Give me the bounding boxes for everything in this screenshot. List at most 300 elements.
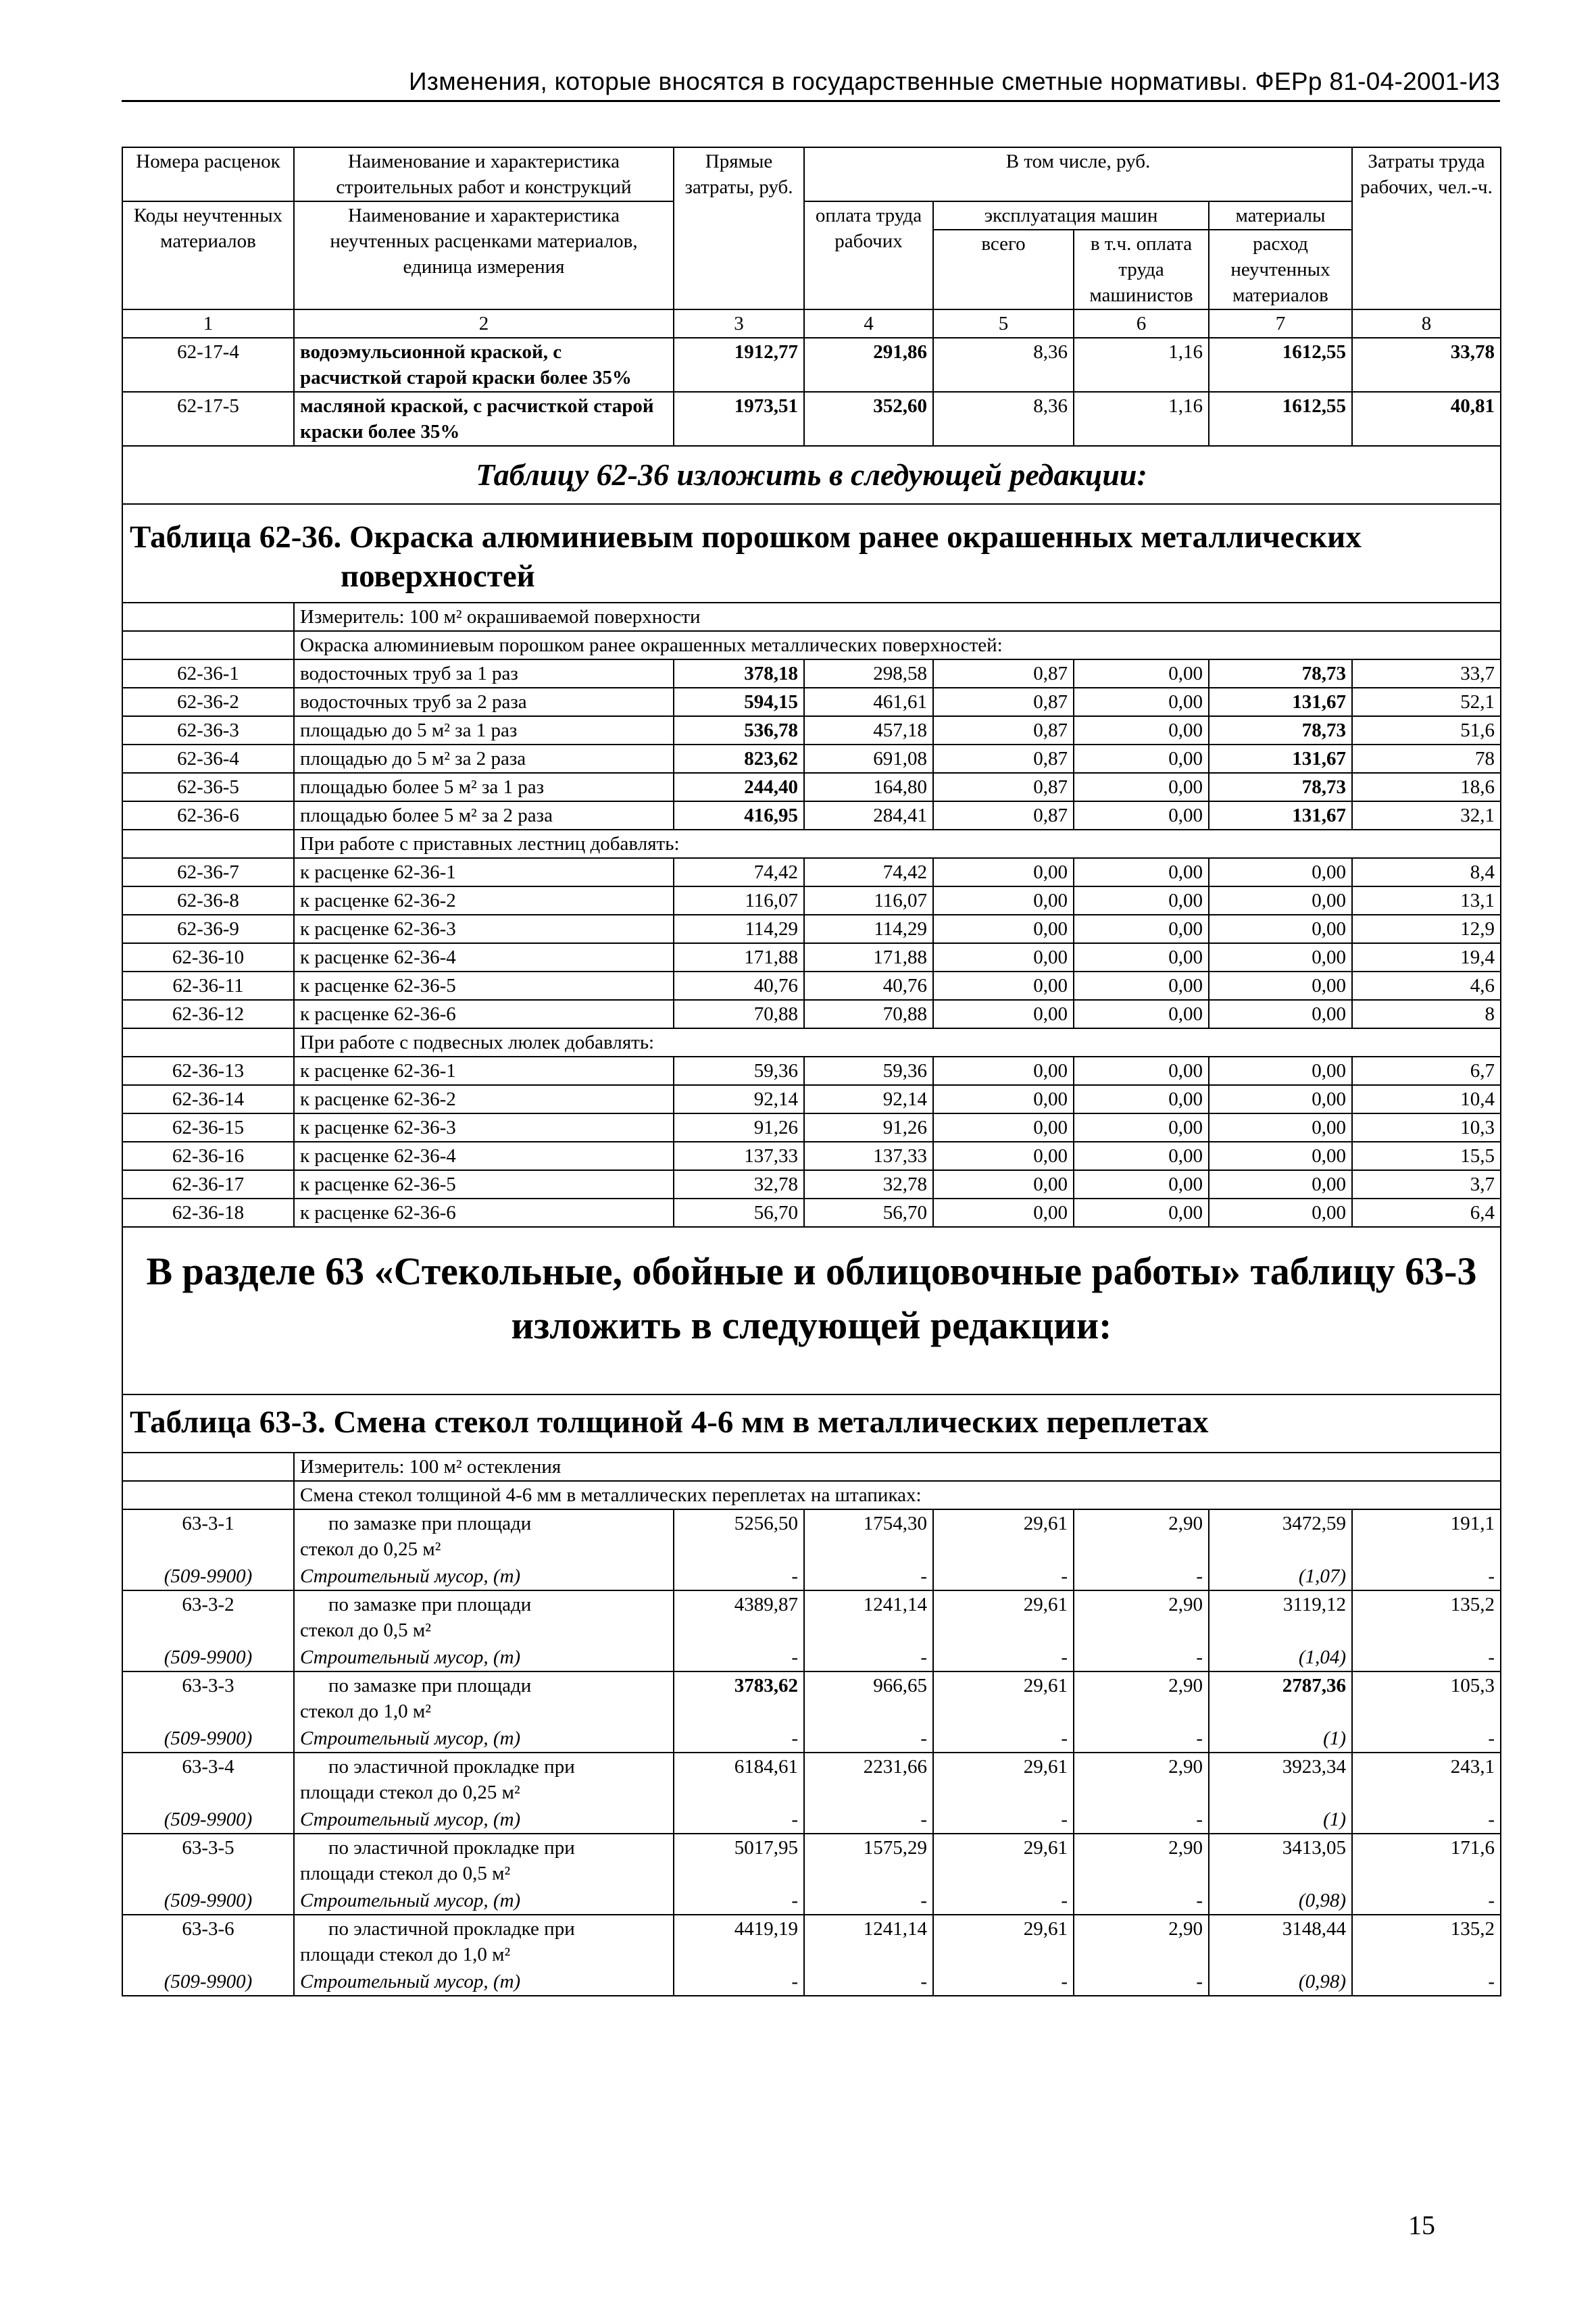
table-row bbox=[122, 1057, 1501, 1085]
wage-cost: 32,78 bbox=[804, 1170, 933, 1199]
column-numbers-row bbox=[122, 309, 1501, 338]
dash-cell: - bbox=[933, 1806, 1074, 1834]
meter-62-36-text: Измеритель: 100 м² окрашиваемой поверхности bbox=[294, 603, 1501, 631]
section-63 bbox=[122, 1227, 1501, 1394]
direct-cost: 3783,62 bbox=[674, 1671, 804, 1725]
operator-wage: 0,00 bbox=[1074, 801, 1209, 830]
table-row bbox=[122, 338, 1501, 392]
dash-cell: - bbox=[933, 1644, 1074, 1671]
rate-name: к расценке 62-36-2 bbox=[294, 886, 674, 915]
waste-name: Строительный мусор, (т) bbox=[294, 1806, 674, 1834]
labor-cost: 135,2 bbox=[1352, 1915, 1501, 1968]
direct-cost: 137,33 bbox=[674, 1142, 804, 1170]
wage-cost: 164,80 bbox=[804, 773, 933, 801]
wage-cost: 91,26 bbox=[804, 1113, 933, 1142]
waste-name: Строительный мусор, (т) bbox=[294, 1968, 674, 1996]
table-head-row-2 bbox=[122, 201, 1501, 230]
rate-name-line-1: по эластичной прокладке при bbox=[328, 1918, 575, 1940]
table-row bbox=[122, 1000, 1501, 1028]
machine-cost: 0,00 bbox=[933, 1000, 1074, 1028]
head-incl-wage: в т.ч. оплата труда машинистов bbox=[1074, 230, 1209, 309]
machine-cost: 0,00 bbox=[933, 1142, 1074, 1170]
table-cell bbox=[122, 1453, 294, 1481]
rate-name: площадью более 5 м² за 1 раз bbox=[294, 773, 674, 801]
material-cost: 2787,36 bbox=[1209, 1671, 1352, 1725]
direct-cost: 1912,77 bbox=[674, 338, 804, 392]
operator-wage: 2,90 bbox=[1074, 1671, 1209, 1725]
direct-cost: 416,95 bbox=[674, 801, 804, 830]
rate-name: к расценке 62-36-5 bbox=[294, 972, 674, 1000]
direct-cost: 244,40 bbox=[674, 773, 804, 801]
col-num: 5 bbox=[933, 309, 1074, 338]
waste-name: Строительный мусор, (т) bbox=[294, 1725, 674, 1753]
table-62-36-title bbox=[122, 504, 1501, 603]
wage-cost: 1241,14 bbox=[804, 1915, 933, 1968]
waste-code: (509-9900) bbox=[122, 1887, 294, 1915]
rate-code: 62-36-18 bbox=[122, 1199, 294, 1227]
section-line-2: изложить в следующей редакции: bbox=[511, 1303, 1112, 1347]
wage-cost: 116,07 bbox=[804, 886, 933, 915]
rate-name-line-2: площади стекол до 0,5 м² bbox=[300, 1863, 511, 1884]
labor-cost: 18,6 bbox=[1352, 773, 1501, 801]
table-cell bbox=[122, 631, 294, 659]
section-line-1: В разделе 63 «Стекольные, обойные и облицовочные работы» таблицу 63-3 bbox=[146, 1249, 1477, 1293]
machine-cost: 0,87 bbox=[933, 801, 1074, 830]
section-63-heading bbox=[128, 1228, 1495, 1393]
labor-cost: 52,1 bbox=[1352, 688, 1501, 716]
labor-cost: 105,3 bbox=[1352, 1671, 1501, 1725]
rate-code: 62-36-14 bbox=[122, 1085, 294, 1113]
wage-cost: 137,33 bbox=[804, 1142, 933, 1170]
machine-cost: 0,00 bbox=[933, 1057, 1074, 1085]
material-cost: 131,67 bbox=[1209, 801, 1352, 830]
waste-code: (509-9900) bbox=[122, 1725, 294, 1753]
table-row bbox=[122, 1753, 1501, 1806]
rate-name: к расценке 62-36-4 bbox=[294, 1142, 674, 1170]
head-labor: Затраты труда рабочих, чел.-ч. bbox=[1352, 147, 1501, 309]
direct-cost: 74,42 bbox=[674, 858, 804, 886]
rate-name: к расценке 62-36-6 bbox=[294, 1000, 674, 1028]
table-row bbox=[122, 1113, 1501, 1142]
wage-cost: 1575,29 bbox=[804, 1834, 933, 1887]
rate-name bbox=[294, 1834, 674, 1887]
col-num: 6 bbox=[1074, 309, 1209, 338]
rate-code: 62-36-11 bbox=[122, 972, 294, 1000]
table-cell bbox=[122, 446, 1501, 504]
operator-wage: 0,00 bbox=[1074, 659, 1209, 688]
dash-cell: - bbox=[933, 1887, 1074, 1915]
rate-code: 62-17-5 bbox=[122, 392, 294, 446]
rate-name: площадью до 5 м² за 2 раза bbox=[294, 745, 674, 773]
material-cost: 3472,59 bbox=[1209, 1509, 1352, 1563]
rate-name bbox=[294, 1590, 674, 1644]
material-cost: 0,00 bbox=[1209, 1199, 1352, 1227]
operator-wage: 0,00 bbox=[1074, 1199, 1209, 1227]
dash-cell: - bbox=[674, 1806, 804, 1834]
table-63-3-title bbox=[122, 1394, 1501, 1453]
group-62-36-3-text: При работе с подвесных люлек добавлять: bbox=[294, 1028, 1501, 1057]
head-mat-cons: расход неучтенных материалов bbox=[1209, 230, 1352, 309]
labor-cost: 78 bbox=[1352, 745, 1501, 773]
direct-cost: 1973,51 bbox=[674, 392, 804, 446]
labor-cost: 6,7 bbox=[1352, 1057, 1501, 1085]
machine-cost: 0,00 bbox=[933, 1170, 1074, 1199]
head-materials: материалы bbox=[1209, 201, 1352, 230]
head-total: всего bbox=[933, 230, 1074, 309]
dash-cell: - bbox=[1074, 1806, 1209, 1834]
operator-wage: 0,00 bbox=[1074, 1085, 1209, 1113]
table-row bbox=[122, 943, 1501, 972]
table-row bbox=[122, 972, 1501, 1000]
table-body bbox=[122, 147, 1501, 1996]
page-number: 15 bbox=[1408, 2210, 1435, 2240]
operator-wage: 2,90 bbox=[1074, 1753, 1209, 1806]
labor-cost: 32,1 bbox=[1352, 801, 1501, 830]
operator-wage: 2,90 bbox=[1074, 1509, 1209, 1563]
labor-cost: 19,4 bbox=[1352, 943, 1501, 972]
table-63-3-title-text: Таблица 63-3. Смена стекол толщиной 4-6 мм в металлических переплетах bbox=[130, 1405, 1209, 1440]
table-row bbox=[122, 1170, 1501, 1199]
dash-cell: - bbox=[674, 1563, 804, 1590]
waste-row bbox=[122, 1806, 1501, 1834]
rate-code: 62-36-15 bbox=[122, 1113, 294, 1142]
labor-cost: 10,3 bbox=[1352, 1113, 1501, 1142]
machine-cost: 29,61 bbox=[933, 1753, 1074, 1806]
dash-cell: - bbox=[1074, 1887, 1209, 1915]
machine-cost: 0,87 bbox=[933, 659, 1074, 688]
wage-cost: 92,14 bbox=[804, 1085, 933, 1113]
head-codes-bottom: Коды неучтенных материалов bbox=[122, 201, 294, 309]
operator-wage: 0,00 bbox=[1074, 716, 1209, 745]
rate-code: 63-3-6 bbox=[122, 1915, 294, 1968]
table-row bbox=[122, 773, 1501, 801]
material-cost: 1612,55 bbox=[1209, 392, 1352, 446]
table-row bbox=[122, 392, 1501, 446]
document-page bbox=[122, 68, 1500, 1996]
machine-cost: 0,00 bbox=[933, 972, 1074, 1000]
direct-cost: 4389,87 bbox=[674, 1590, 804, 1644]
rate-name: к расценке 62-36-2 bbox=[294, 1085, 674, 1113]
rate-name bbox=[294, 1915, 674, 1968]
head-direct: Прямые затраты, руб. bbox=[674, 147, 804, 309]
rate-name: к расценке 62-36-1 bbox=[294, 1057, 674, 1085]
dash-cell: - bbox=[1074, 1725, 1209, 1753]
operator-wage: 0,00 bbox=[1074, 858, 1209, 886]
waste-amount: (0,98) bbox=[1209, 1887, 1352, 1915]
rate-name: площадью более 5 м² за 2 раза bbox=[294, 801, 674, 830]
table-cell bbox=[122, 1028, 294, 1057]
waste-name: Строительный мусор, (т) bbox=[294, 1887, 674, 1915]
rate-code: 62-36-16 bbox=[122, 1142, 294, 1170]
machine-cost: 0,00 bbox=[933, 858, 1074, 886]
material-cost: 131,67 bbox=[1209, 688, 1352, 716]
material-cost: 131,67 bbox=[1209, 745, 1352, 773]
machine-cost: 0,87 bbox=[933, 773, 1074, 801]
material-cost: 3148,44 bbox=[1209, 1915, 1352, 1968]
head-wage: оплата труда рабочих bbox=[804, 201, 933, 309]
wage-cost: 352,60 bbox=[804, 392, 933, 446]
labor-cost: 243,1 bbox=[1352, 1753, 1501, 1806]
labor-cost: 10,4 bbox=[1352, 1085, 1501, 1113]
dash-cell: - bbox=[804, 1806, 933, 1834]
wage-cost: 70,88 bbox=[804, 1000, 933, 1028]
direct-cost: 4419,19 bbox=[674, 1915, 804, 1968]
direct-cost: 5017,95 bbox=[674, 1834, 804, 1887]
meter-63-3-text: Измеритель: 100 м² остекления bbox=[294, 1453, 1501, 1481]
note-62-36 bbox=[122, 446, 1501, 504]
table-row bbox=[122, 745, 1501, 773]
labor-cost: 8,4 bbox=[1352, 858, 1501, 886]
wage-cost: 114,29 bbox=[804, 915, 933, 943]
wage-cost: 966,65 bbox=[804, 1671, 933, 1725]
dash-cell: - bbox=[933, 1563, 1074, 1590]
table-cell bbox=[122, 1227, 1501, 1394]
dash-cell: - bbox=[933, 1725, 1074, 1753]
direct-cost: 91,26 bbox=[674, 1113, 804, 1142]
table-row bbox=[122, 1509, 1501, 1563]
note-62-36-text: Таблицу 62-36 изложить в следующей редакции: bbox=[476, 457, 1147, 492]
meter-62-36 bbox=[122, 603, 1501, 631]
waste-amount: (1,07) bbox=[1209, 1563, 1352, 1590]
rate-name-line-2: площади стекол до 1,0 м² bbox=[300, 1944, 511, 1965]
group-63-3 bbox=[122, 1481, 1501, 1509]
head-machines: эксплуатация машин bbox=[933, 201, 1209, 230]
machine-cost: 29,61 bbox=[933, 1671, 1074, 1725]
machine-cost: 29,61 bbox=[933, 1915, 1074, 1968]
title-line-1: Таблица 62-36. Окраска алюминиевым порошком ранее окрашенных металлических bbox=[130, 520, 1362, 555]
operator-wage: 2,90 bbox=[1074, 1590, 1209, 1644]
rate-name-line-1: по замазке при площади bbox=[328, 1675, 532, 1696]
table-cell bbox=[122, 504, 1501, 603]
head-name-top: Наименование и характеристика строительных работ и конструкций bbox=[294, 147, 674, 201]
machine-cost: 29,61 bbox=[933, 1590, 1074, 1644]
operator-wage: 2,90 bbox=[1074, 1915, 1209, 1968]
dash-cell: - bbox=[933, 1968, 1074, 1996]
machine-cost: 8,36 bbox=[933, 392, 1074, 446]
material-cost: 3119,12 bbox=[1209, 1590, 1352, 1644]
rate-name-line-1: по замазке при площади bbox=[328, 1513, 532, 1534]
waste-amount: (1) bbox=[1209, 1725, 1352, 1753]
material-cost: 78,73 bbox=[1209, 716, 1352, 745]
dash-cell: - bbox=[1352, 1563, 1501, 1590]
wage-cost: 284,41 bbox=[804, 801, 933, 830]
waste-amount: (1) bbox=[1209, 1806, 1352, 1834]
direct-cost: 171,88 bbox=[674, 943, 804, 972]
labor-cost: 33,78 bbox=[1352, 338, 1501, 392]
labor-cost: 191,1 bbox=[1352, 1509, 1501, 1563]
rate-code: 63-3-4 bbox=[122, 1753, 294, 1806]
material-cost: 0,00 bbox=[1209, 1113, 1352, 1142]
table-62-36-title-text bbox=[128, 505, 1495, 601]
table-cell bbox=[122, 1394, 1501, 1453]
operator-wage: 0,00 bbox=[1074, 1170, 1209, 1199]
table-cell bbox=[122, 603, 294, 631]
wage-cost: 461,61 bbox=[804, 688, 933, 716]
waste-amount: (1,04) bbox=[1209, 1644, 1352, 1671]
rate-name: к расценке 62-36-1 bbox=[294, 858, 674, 886]
material-cost: 0,00 bbox=[1209, 1170, 1352, 1199]
material-cost: 3413,05 bbox=[1209, 1834, 1352, 1887]
table-row bbox=[122, 1671, 1501, 1725]
dash-cell: - bbox=[1352, 1968, 1501, 1996]
machine-cost: 0,00 bbox=[933, 886, 1074, 915]
material-cost: 0,00 bbox=[1209, 886, 1352, 915]
labor-cost: 15,5 bbox=[1352, 1142, 1501, 1170]
table-row bbox=[122, 1834, 1501, 1887]
operator-wage: 0,00 bbox=[1074, 745, 1209, 773]
labor-cost: 40,81 bbox=[1352, 392, 1501, 446]
rate-name-line-1: по эластичной прокладке при bbox=[328, 1837, 575, 1859]
main-table bbox=[122, 147, 1501, 1996]
dash-cell: - bbox=[1074, 1968, 1209, 1996]
material-cost: 0,00 bbox=[1209, 915, 1352, 943]
table-row bbox=[122, 716, 1501, 745]
rate-name-line-2: площади стекол до 0,25 м² bbox=[300, 1782, 520, 1803]
rate-name: к расценке 62-36-3 bbox=[294, 915, 674, 943]
col-num: 1 bbox=[122, 309, 294, 338]
machine-cost: 0,00 bbox=[933, 915, 1074, 943]
rate-name bbox=[294, 1509, 674, 1563]
meter-63-3 bbox=[122, 1453, 1501, 1481]
dash-cell: - bbox=[674, 1968, 804, 1996]
group-62-36-1-text: Окраска алюминиевым порошком ранее окрашенных металлических поверхностей: bbox=[294, 631, 1501, 659]
labor-cost: 171,6 bbox=[1352, 1834, 1501, 1887]
machine-cost: 29,61 bbox=[933, 1509, 1074, 1563]
operator-wage: 1,16 bbox=[1074, 392, 1209, 446]
dash-cell: - bbox=[1352, 1806, 1501, 1834]
wage-cost: 457,18 bbox=[804, 716, 933, 745]
wage-cost: 74,42 bbox=[804, 858, 933, 886]
table-head-row-1 bbox=[122, 147, 1501, 201]
operator-wage: 0,00 bbox=[1074, 1142, 1209, 1170]
rate-code: 63-3-3 bbox=[122, 1671, 294, 1725]
waste-row bbox=[122, 1725, 1501, 1753]
rate-code: 62-36-10 bbox=[122, 943, 294, 972]
direct-cost: 6184,61 bbox=[674, 1753, 804, 1806]
dash-cell: - bbox=[1074, 1563, 1209, 1590]
head-incl: В том числе, руб. bbox=[804, 147, 1352, 201]
dash-cell: - bbox=[1352, 1725, 1501, 1753]
machine-cost: 8,36 bbox=[933, 338, 1074, 392]
title-line-2: поверхностей bbox=[341, 559, 535, 594]
rate-name-line-1: по замазке при площади bbox=[328, 1594, 532, 1615]
waste-code: (509-9900) bbox=[122, 1806, 294, 1834]
waste-row bbox=[122, 1644, 1501, 1671]
operator-wage: 0,00 bbox=[1074, 972, 1209, 1000]
labor-cost: 33,7 bbox=[1352, 659, 1501, 688]
head-name-bottom: Наименование и характеристика неучтенных расценками материалов, единица измерения bbox=[294, 201, 674, 309]
dash-cell: - bbox=[804, 1887, 933, 1915]
operator-wage: 0,00 bbox=[1074, 688, 1209, 716]
waste-code: (509-9900) bbox=[122, 1563, 294, 1590]
material-cost: 0,00 bbox=[1209, 972, 1352, 1000]
labor-cost: 6,4 bbox=[1352, 1199, 1501, 1227]
wage-cost: 291,86 bbox=[804, 338, 933, 392]
group-62-36-2-text: При работе с приставных лестниц добавлять: bbox=[294, 830, 1501, 858]
operator-wage: 0,00 bbox=[1074, 773, 1209, 801]
dash-cell: - bbox=[674, 1725, 804, 1753]
material-cost: 0,00 bbox=[1209, 1000, 1352, 1028]
head-codes-top: Номера расценок bbox=[122, 147, 294, 201]
col-num: 3 bbox=[674, 309, 804, 338]
rate-name-line-2: стекол до 1,0 м² bbox=[300, 1701, 431, 1722]
direct-cost: 114,29 bbox=[674, 915, 804, 943]
table-row bbox=[122, 1142, 1501, 1170]
group-62-36-2 bbox=[122, 830, 1501, 858]
machine-cost: 0,87 bbox=[933, 716, 1074, 745]
rate-name: к расценке 62-36-6 bbox=[294, 1199, 674, 1227]
rate-name: водоэмульсионной краской, с расчисткой старой краски более 35% bbox=[294, 338, 674, 392]
group-63-3-text: Смена стекол толщиной 4-6 мм в металлических переплетах на штапиках: bbox=[294, 1481, 1501, 1509]
material-cost: 0,00 bbox=[1209, 1142, 1352, 1170]
rate-name: масляной краской, с расчисткой старой краски более 35% bbox=[294, 392, 674, 446]
rate-code: 63-3-2 bbox=[122, 1590, 294, 1644]
operator-wage: 0,00 bbox=[1074, 1113, 1209, 1142]
dash-cell: - bbox=[804, 1563, 933, 1590]
material-cost: 0,00 bbox=[1209, 858, 1352, 886]
rate-name-line-2: стекол до 0,25 м² bbox=[300, 1538, 441, 1560]
group-62-36-1 bbox=[122, 631, 1501, 659]
table-cell bbox=[122, 1481, 294, 1509]
table-row bbox=[122, 858, 1501, 886]
table-row bbox=[122, 1590, 1501, 1644]
machine-cost: 0,87 bbox=[933, 745, 1074, 773]
rate-name: водосточных труб за 1 раз bbox=[294, 659, 674, 688]
waste-name: Строительный мусор, (т) bbox=[294, 1644, 674, 1671]
wage-cost: 40,76 bbox=[804, 972, 933, 1000]
wage-cost: 2231,66 bbox=[804, 1753, 933, 1806]
operator-wage: 0,00 bbox=[1074, 1057, 1209, 1085]
rate-code: 62-36-1 bbox=[122, 659, 294, 688]
wage-cost: 56,70 bbox=[804, 1199, 933, 1227]
material-cost: 0,00 bbox=[1209, 943, 1352, 972]
rate-code: 62-36-4 bbox=[122, 745, 294, 773]
labor-cost: 8 bbox=[1352, 1000, 1501, 1028]
labor-cost: 12,9 bbox=[1352, 915, 1501, 943]
rate-code: 62-36-8 bbox=[122, 886, 294, 915]
table-row bbox=[122, 886, 1501, 915]
direct-cost: 59,36 bbox=[674, 1057, 804, 1085]
operator-wage: 0,00 bbox=[1074, 943, 1209, 972]
wage-cost: 691,08 bbox=[804, 745, 933, 773]
waste-code: (509-9900) bbox=[122, 1644, 294, 1671]
waste-amount: (0,98) bbox=[1209, 1968, 1352, 1996]
col-num: 2 bbox=[294, 309, 674, 338]
rate-name: площадью до 5 м² за 1 раз bbox=[294, 716, 674, 745]
direct-cost: 40,76 bbox=[674, 972, 804, 1000]
col-num: 7 bbox=[1209, 309, 1352, 338]
labor-cost: 13,1 bbox=[1352, 886, 1501, 915]
wage-cost: 298,58 bbox=[804, 659, 933, 688]
col-num: 4 bbox=[804, 309, 933, 338]
direct-cost: 56,70 bbox=[674, 1199, 804, 1227]
machine-cost: 0,00 bbox=[933, 1199, 1074, 1227]
machine-cost: 0,00 bbox=[933, 1113, 1074, 1142]
rate-name: водосточных труб за 2 раза bbox=[294, 688, 674, 716]
rate-code: 62-36-13 bbox=[122, 1057, 294, 1085]
table-row bbox=[122, 1199, 1501, 1227]
direct-cost: 378,18 bbox=[674, 659, 804, 688]
direct-cost: 70,88 bbox=[674, 1000, 804, 1028]
rate-code: 62-36-6 bbox=[122, 801, 294, 830]
rate-code: 62-36-17 bbox=[122, 1170, 294, 1199]
waste-name: Строительный мусор, (т) bbox=[294, 1563, 674, 1590]
wage-cost: 59,36 bbox=[804, 1057, 933, 1085]
direct-cost: 5256,50 bbox=[674, 1509, 804, 1563]
rate-name: к расценке 62-36-5 bbox=[294, 1170, 674, 1199]
direct-cost: 32,78 bbox=[674, 1170, 804, 1199]
direct-cost: 116,07 bbox=[674, 886, 804, 915]
